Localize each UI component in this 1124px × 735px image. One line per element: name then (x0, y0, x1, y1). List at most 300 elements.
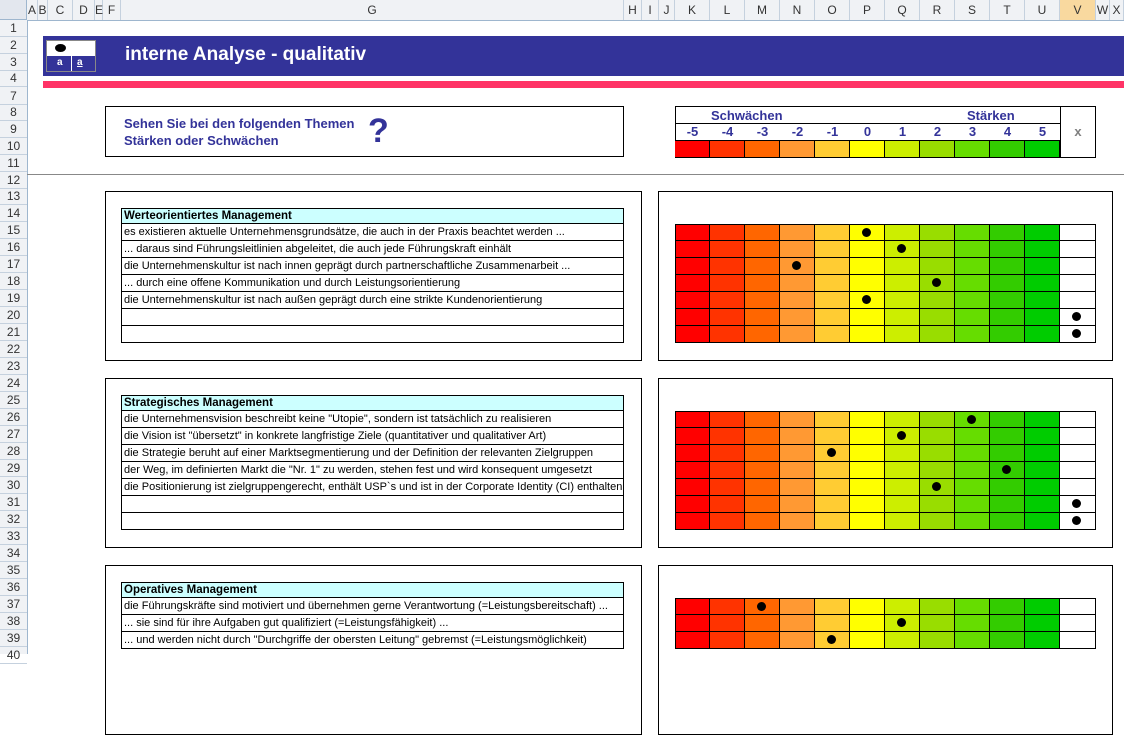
column-header-b[interactable]: B (38, 0, 48, 20)
column-header-e[interactable]: E (95, 0, 103, 20)
column-header-j[interactable]: J (659, 0, 675, 20)
rating-cell[interactable] (850, 309, 885, 326)
rating-cell[interactable] (1060, 445, 1096, 462)
rating-cell[interactable] (990, 632, 1025, 649)
row-header-36[interactable]: 36 (0, 579, 27, 596)
rating-cell[interactable] (885, 258, 920, 275)
rating-cell[interactable] (780, 479, 815, 496)
rating-cell[interactable] (955, 411, 990, 428)
rating-cell[interactable] (745, 598, 780, 615)
row-header-11[interactable]: 11 (0, 155, 27, 172)
rating-cell[interactable] (710, 258, 745, 275)
rating-cell[interactable] (1060, 598, 1096, 615)
rating-cell[interactable] (745, 496, 780, 513)
rating-cell[interactable] (815, 632, 850, 649)
rating-cell[interactable] (1025, 445, 1060, 462)
rating-cell[interactable] (920, 462, 955, 479)
rating-cell[interactable] (780, 411, 815, 428)
rating-cell[interactable] (745, 326, 780, 343)
section-divider (27, 174, 1124, 175)
rating-cell[interactable] (1025, 411, 1060, 428)
criterion-row[interactable]: die Führungskräfte sind motiviert und übernehmen gerne Verantwortung (=Leistungsbereitschaft) ... (121, 598, 624, 615)
column-header-s[interactable]: S (955, 0, 990, 20)
column-header-c[interactable]: C (48, 0, 73, 20)
rating-cell[interactable] (745, 411, 780, 428)
rating-cell[interactable] (780, 445, 815, 462)
rating-cell[interactable] (1025, 462, 1060, 479)
rating-cell[interactable] (990, 479, 1025, 496)
rating-cell[interactable] (780, 224, 815, 241)
rating-cell[interactable] (815, 513, 850, 530)
rating-cell[interactable] (920, 615, 955, 632)
column-header-r[interactable]: R (920, 0, 955, 20)
column-header-t[interactable]: T (990, 0, 1025, 20)
rating-cell[interactable] (745, 445, 780, 462)
select-all-corner[interactable] (0, 0, 27, 20)
rating-cell[interactable] (990, 258, 1025, 275)
rating-cell[interactable] (885, 632, 920, 649)
rating-cell[interactable] (815, 496, 850, 513)
row-header-20[interactable]: 20 (0, 307, 27, 324)
rating-cell[interactable] (885, 326, 920, 343)
rating-cell[interactable] (1060, 428, 1096, 445)
row-header-28[interactable]: 28 (0, 443, 27, 460)
rating-cell[interactable] (1025, 615, 1060, 632)
rating-cell[interactable] (710, 445, 745, 462)
criterion-row[interactable]: die Unternehmenskultur ist nach außen geprägt durch eine strikte Kundenorientierung (121, 292, 624, 309)
rating-cell[interactable] (745, 462, 780, 479)
rating-cell[interactable] (990, 241, 1025, 258)
row-header-4[interactable]: 4 (0, 70, 27, 87)
rating-cell[interactable] (780, 326, 815, 343)
rating-cell[interactable] (675, 479, 710, 496)
column-header-a[interactable]: A (27, 0, 38, 20)
criterion-row[interactable] (121, 326, 624, 343)
rating-cell[interactable] (1025, 496, 1060, 513)
rating-cell[interactable] (780, 513, 815, 530)
rating-cell[interactable] (990, 598, 1025, 615)
row-header-7[interactable]: 7 (0, 88, 27, 105)
rating-cell[interactable] (675, 275, 710, 292)
rating-cell[interactable] (1060, 326, 1096, 343)
rating-cell[interactable] (1025, 479, 1060, 496)
rating-cell[interactable] (1025, 428, 1060, 445)
rating-cell[interactable] (850, 479, 885, 496)
rating-cell[interactable] (990, 428, 1025, 445)
rating-cell[interactable] (850, 258, 885, 275)
rating-cell[interactable] (780, 615, 815, 632)
criterion-row[interactable] (121, 496, 624, 513)
column-header-f[interactable]: F (103, 0, 121, 20)
rating-cell[interactable] (885, 224, 920, 241)
rating-cell[interactable] (850, 445, 885, 462)
rating-cell[interactable] (780, 258, 815, 275)
row-header-25[interactable]: 25 (0, 392, 27, 409)
rating-cell[interactable] (955, 292, 990, 309)
rating-cell[interactable] (990, 615, 1025, 632)
rating-cell[interactable] (955, 479, 990, 496)
rating-cell[interactable] (1025, 598, 1060, 615)
row-header-32[interactable]: 32 (0, 511, 27, 528)
scale-number: 4 (1003, 124, 1012, 139)
rating-cell[interactable] (1060, 479, 1096, 496)
rating-cell[interactable] (885, 462, 920, 479)
rating-cell[interactable] (920, 241, 955, 258)
rating-cell[interactable] (920, 309, 955, 326)
rating-cell[interactable] (885, 411, 920, 428)
rating-cell[interactable] (745, 632, 780, 649)
rating-cell[interactable] (675, 598, 710, 615)
rating-cell[interactable] (920, 428, 955, 445)
rating-cell[interactable] (675, 326, 710, 343)
column-header-h[interactable]: H (624, 0, 642, 20)
rating-cell[interactable] (850, 513, 885, 530)
rating-cell[interactable] (990, 496, 1025, 513)
row-header-35[interactable]: 35 (0, 562, 27, 579)
row-header-24[interactable]: 24 (0, 375, 27, 392)
row-header-26[interactable]: 26 (0, 409, 27, 426)
rating-cell[interactable] (885, 598, 920, 615)
rating-cell[interactable] (815, 258, 850, 275)
rating-cell[interactable] (920, 224, 955, 241)
criterion-row[interactable]: ... durch eine offene Kommunikation und durch Leistungsorientierung (121, 275, 624, 292)
rating-cell[interactable] (955, 326, 990, 343)
rating-cell[interactable] (885, 513, 920, 530)
rating-cell[interactable] (780, 598, 815, 615)
column-header-l[interactable]: L (710, 0, 745, 20)
rating-cell[interactable] (1060, 513, 1096, 530)
rating-cell[interactable] (1025, 241, 1060, 258)
criterion-row[interactable]: der Weg, im definierten Markt die "Nr. 1" zu werden, stehen fest und wird konsequent umgesetzt (121, 462, 624, 479)
rating-cell[interactable] (885, 292, 920, 309)
rating-cell[interactable] (780, 632, 815, 649)
rating-cell[interactable] (710, 411, 745, 428)
criterion-row[interactable]: ... sie sind für ihre Aufgaben gut qualifiziert (=Leistungsfähigkeit) ... (121, 615, 624, 632)
row-header-38[interactable]: 38 (0, 613, 27, 630)
row-header-39[interactable]: 39 (0, 630, 27, 647)
row-header-31[interactable]: 31 (0, 494, 27, 511)
rating-cell[interactable] (850, 326, 885, 343)
rating-cell[interactable] (955, 445, 990, 462)
row-header-21[interactable]: 21 (0, 324, 27, 341)
rating-cell[interactable] (850, 428, 885, 445)
rating-cell[interactable] (920, 496, 955, 513)
rating-cell[interactable] (1060, 292, 1096, 309)
rating-cell[interactable] (955, 428, 990, 445)
rating-cell[interactable] (850, 496, 885, 513)
rating-cell[interactable] (1025, 258, 1060, 275)
column-header-n[interactable]: N (780, 0, 815, 20)
column-header-g[interactable]: G (121, 0, 624, 20)
row-header-34[interactable]: 34 (0, 545, 27, 562)
rating-cell[interactable] (955, 258, 990, 275)
column-header-x[interactable]: X (1110, 0, 1124, 20)
rating-cell[interactable] (955, 598, 990, 615)
rating-cell[interactable] (710, 326, 745, 343)
column-header-q[interactable]: Q (885, 0, 920, 20)
rating-cell[interactable] (1060, 275, 1096, 292)
rating-cell[interactable] (1025, 275, 1060, 292)
criterion-row[interactable]: ... und werden nicht durch "Durchgriffe der obersten Leitung" gebremst (=Leistungsmöglichkeit) (121, 632, 624, 649)
column-header-i[interactable]: I (642, 0, 659, 20)
rating-marker-icon (862, 228, 871, 237)
column-header-u[interactable]: U (1025, 0, 1060, 20)
rating-cell[interactable] (675, 632, 710, 649)
rating-cell[interactable] (675, 258, 710, 275)
rating-cell[interactable] (955, 615, 990, 632)
rating-cell[interactable] (675, 241, 710, 258)
row-header-33[interactable]: 33 (0, 528, 27, 545)
rating-cell[interactable] (710, 292, 745, 309)
rating-cell[interactable] (1025, 292, 1060, 309)
rating-cell[interactable] (780, 496, 815, 513)
rating-cell[interactable] (745, 275, 780, 292)
rating-cell[interactable] (675, 292, 710, 309)
rating-cell[interactable] (920, 598, 955, 615)
rating-cell[interactable] (885, 428, 920, 445)
criterion-row[interactable] (121, 513, 624, 530)
column-header-k[interactable]: K (675, 0, 710, 20)
rating-cell[interactable] (675, 411, 710, 428)
row-header-30[interactable]: 30 (0, 477, 27, 494)
rating-cell[interactable] (955, 496, 990, 513)
rating-cell[interactable] (815, 309, 850, 326)
rating-cell[interactable] (815, 445, 850, 462)
row-header-37[interactable]: 37 (0, 596, 27, 613)
criterion-row[interactable]: es existieren aktuelle Unternehmensgrundsätze, die auch in der Praxis beachtet werden ... (121, 224, 624, 241)
rating-cell[interactable] (955, 632, 990, 649)
rating-cell[interactable] (675, 309, 710, 326)
rating-cell[interactable] (1025, 224, 1060, 241)
rating-cell[interactable] (675, 496, 710, 513)
rating-cell[interactable] (955, 241, 990, 258)
rating-cell[interactable] (990, 326, 1025, 343)
row-header-15[interactable]: 15 (0, 222, 27, 239)
rating-cell[interactable] (850, 462, 885, 479)
rating-cell[interactable] (710, 462, 745, 479)
rating-cell[interactable] (990, 275, 1025, 292)
row-header-27[interactable]: 27 (0, 426, 27, 443)
rating-cell[interactable] (815, 411, 850, 428)
rating-cell[interactable] (885, 275, 920, 292)
row-header-12[interactable]: 12 (0, 172, 27, 189)
rating-cell[interactable] (920, 326, 955, 343)
rating-cell[interactable] (885, 241, 920, 258)
rating-cell[interactable] (920, 479, 955, 496)
column-header-w[interactable]: W (1096, 0, 1110, 20)
rating-cell[interactable] (780, 462, 815, 479)
rating-cell[interactable] (990, 292, 1025, 309)
rating-cell[interactable] (1060, 224, 1096, 241)
rating-cell[interactable] (885, 615, 920, 632)
rating-cell[interactable] (955, 224, 990, 241)
section-heading: Operatives Management (121, 582, 624, 598)
rating-cell[interactable] (920, 632, 955, 649)
scale-number: -1 (826, 124, 839, 139)
rating-cell[interactable] (745, 479, 780, 496)
rating-cell[interactable] (1025, 309, 1060, 326)
rating-cell[interactable] (990, 309, 1025, 326)
rating-cell[interactable] (815, 292, 850, 309)
rating-cell[interactable] (815, 615, 850, 632)
rating-cell[interactable] (675, 513, 710, 530)
rating-cell[interactable] (675, 615, 710, 632)
rating-cell[interactable] (850, 598, 885, 615)
rating-cell[interactable] (710, 224, 745, 241)
column-header-p[interactable]: P (850, 0, 885, 20)
rating-cell[interactable] (710, 615, 745, 632)
rating-cell[interactable] (850, 632, 885, 649)
row-header-40[interactable]: 40 (0, 647, 27, 664)
rating-cell[interactable] (885, 479, 920, 496)
row-header-22[interactable]: 22 (0, 341, 27, 358)
rating-cell[interactable] (675, 428, 710, 445)
rating-cell[interactable] (710, 598, 745, 615)
criterion-row[interactable]: die Unternehmensvision beschreibt keine "Utopie", sondern ist tatsächlich zu realisieren (121, 411, 624, 428)
rating-cell[interactable] (1060, 411, 1096, 428)
row-header-17[interactable]: 17 (0, 256, 27, 273)
rating-cell[interactable] (1025, 632, 1060, 649)
rating-cell[interactable] (955, 275, 990, 292)
column-header-m[interactable]: M (745, 0, 780, 20)
rating-cell[interactable] (955, 309, 990, 326)
rating-cell[interactable] (745, 224, 780, 241)
rating-cell[interactable] (885, 496, 920, 513)
rating-cell[interactable] (815, 326, 850, 343)
rating-cell[interactable] (955, 462, 990, 479)
rating-cell[interactable] (850, 292, 885, 309)
row-header-3[interactable]: 3 (0, 54, 27, 71)
rating-cell[interactable] (780, 309, 815, 326)
rating-cell[interactable] (920, 411, 955, 428)
rating-cell[interactable] (850, 275, 885, 292)
rating-cell[interactable] (850, 615, 885, 632)
criterion-row[interactable]: die Unternehmenskultur ist nach innen geprägt durch partnerschaftliche Zusammenarbeit ... (121, 258, 624, 275)
rating-cell[interactable] (815, 224, 850, 241)
rating-cell[interactable] (815, 462, 850, 479)
rating-cell[interactable] (1060, 309, 1096, 326)
rating-cell[interactable] (780, 275, 815, 292)
rating-cell[interactable] (990, 411, 1025, 428)
rating-cell[interactable] (1025, 326, 1060, 343)
rating-cell[interactable] (745, 292, 780, 309)
column-header-o[interactable]: O (815, 0, 850, 20)
criterion-row[interactable]: die Strategie beruht auf einer Marktsegmentierung und der Definition der relevanten Zielgruppen (121, 445, 624, 462)
criterion-row[interactable]: ... daraus sind Führungsleitlinien abgeleitet, die auch jede Führungskraft einhält (121, 241, 624, 258)
rating-cell[interactable] (920, 292, 955, 309)
row-header-19[interactable]: 19 (0, 290, 27, 307)
rating-cell[interactable] (675, 462, 710, 479)
row-header-23[interactable]: 23 (0, 358, 27, 375)
rating-cell[interactable] (815, 598, 850, 615)
rating-cell[interactable] (710, 275, 745, 292)
rating-cell[interactable] (990, 462, 1025, 479)
rating-cell[interactable] (990, 513, 1025, 530)
logo (46, 40, 96, 72)
rating-cell[interactable] (955, 513, 990, 530)
rating-cell[interactable] (745, 615, 780, 632)
rating-cell[interactable] (920, 275, 955, 292)
rating-cell[interactable] (885, 309, 920, 326)
rating-cell[interactable] (745, 258, 780, 275)
rating-cell[interactable] (1060, 258, 1096, 275)
rating-cell[interactable] (1060, 615, 1096, 632)
rating-cell[interactable] (815, 241, 850, 258)
row-header-14[interactable]: 14 (0, 205, 27, 222)
rating-cell[interactable] (710, 309, 745, 326)
row-header-29[interactable]: 29 (0, 460, 27, 477)
rating-cell[interactable] (675, 445, 710, 462)
rating-cell[interactable] (815, 275, 850, 292)
rating-cell[interactable] (710, 241, 745, 258)
rating-cell[interactable] (1025, 513, 1060, 530)
rating-cell[interactable] (1060, 241, 1096, 258)
rating-cell[interactable] (710, 479, 745, 496)
rating-cell[interactable] (1060, 632, 1096, 649)
rating-cell[interactable] (850, 241, 885, 258)
rating-cell[interactable] (850, 224, 885, 241)
scale-number: -5 (686, 124, 699, 139)
rating-cell[interactable] (1060, 496, 1096, 513)
rating-cell[interactable] (815, 479, 850, 496)
rating-cell[interactable] (745, 513, 780, 530)
rating-marker-icon (1072, 516, 1081, 525)
criterion-row[interactable] (121, 309, 624, 326)
row-header-1[interactable]: 1 (0, 20, 27, 37)
rating-cell[interactable] (710, 632, 745, 649)
column-header-v[interactable]: V (1060, 0, 1096, 20)
rating-cell[interactable] (1060, 462, 1096, 479)
rating-marker-icon (932, 278, 941, 287)
rating-cell[interactable] (780, 292, 815, 309)
column-header-d[interactable]: D (73, 0, 95, 20)
rating-cell[interactable] (745, 309, 780, 326)
not-applicable-label: x (1074, 124, 1082, 139)
rating-cell[interactable] (710, 513, 745, 530)
rating-cell[interactable] (990, 224, 1025, 241)
rating-cell[interactable] (710, 428, 745, 445)
rating-cell[interactable] (675, 224, 710, 241)
row-header-16[interactable]: 16 (0, 239, 27, 256)
row-header-18[interactable]: 18 (0, 273, 27, 290)
rating-cell[interactable] (885, 445, 920, 462)
rating-cell[interactable] (920, 258, 955, 275)
row-header-10[interactable]: 10 (0, 138, 27, 155)
row-header-13[interactable]: 13 (0, 188, 27, 205)
rating-cell[interactable] (815, 428, 850, 445)
scale-swatch (815, 141, 850, 157)
rating-marker-icon (792, 261, 801, 270)
rating-cell[interactable] (780, 428, 815, 445)
rating-cell[interactable] (745, 241, 780, 258)
rating-cell[interactable] (990, 445, 1025, 462)
rating-cell[interactable] (745, 428, 780, 445)
rating-cell[interactable] (920, 445, 955, 462)
row-header-2[interactable]: 2 (0, 37, 27, 54)
criterion-row[interactable]: die Vision ist "übersetzt" in konkrete langfristige Ziele (quantitativer und qualitativer Art) (121, 428, 624, 445)
row-header-8[interactable]: 8 (0, 104, 27, 121)
logo-dot-icon (55, 44, 66, 52)
row-header-9[interactable]: 9 (0, 121, 27, 138)
rating-cell[interactable] (920, 513, 955, 530)
rating-cell[interactable] (710, 496, 745, 513)
rating-marker-icon (757, 602, 766, 611)
rating-marker-icon (897, 431, 906, 440)
criterion-row[interactable]: die Positionierung ist zielgruppengerecht, enthält USP`s und ist in der Corporate Identity (CI) enthalten (121, 479, 624, 496)
rating-cell[interactable] (850, 411, 885, 428)
logo-letter-right: a (77, 57, 83, 68)
rating-cell[interactable] (780, 241, 815, 258)
